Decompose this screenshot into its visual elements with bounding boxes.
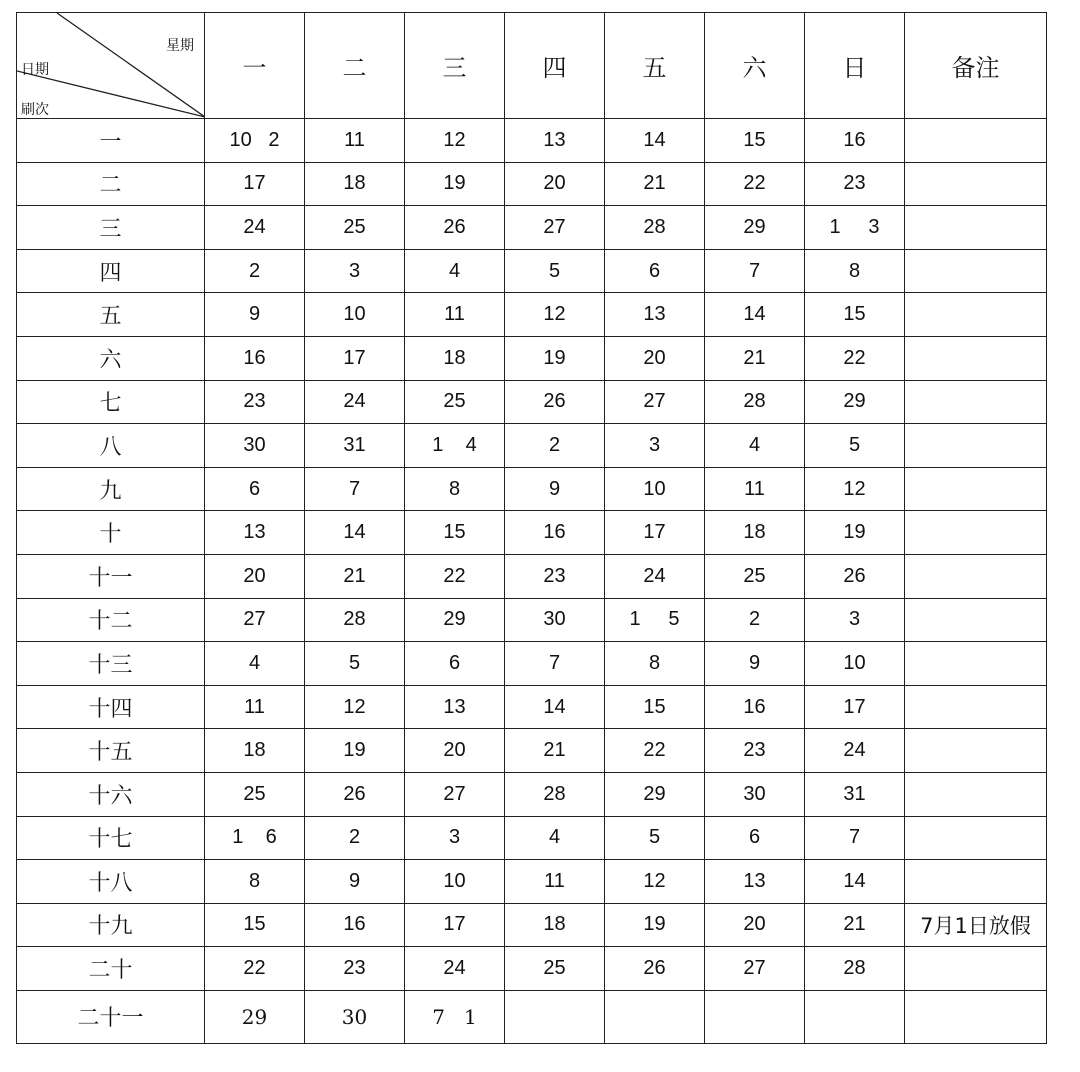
date-cell: 3 bbox=[405, 816, 505, 860]
date-cell bbox=[705, 990, 805, 1043]
note-cell: 7月1日放假 bbox=[905, 903, 1047, 947]
date-cell: 23 bbox=[305, 947, 405, 991]
note-cell bbox=[905, 685, 1047, 729]
week-number-cell: 十四 bbox=[17, 685, 205, 729]
date-cell: 19 bbox=[305, 729, 405, 773]
date-cell: 2 bbox=[705, 598, 805, 642]
date-cell: 22 bbox=[705, 162, 805, 206]
date-cell: 5 bbox=[805, 424, 905, 468]
date-cell: 3 bbox=[305, 249, 405, 293]
notes-header: 备注 bbox=[905, 13, 1047, 119]
week-number-cell: 十三 bbox=[17, 642, 205, 686]
date-cell: 8 bbox=[205, 860, 305, 904]
date-cell: 23 bbox=[805, 162, 905, 206]
date-cell: 17 bbox=[605, 511, 705, 555]
date-cell: 28 bbox=[505, 772, 605, 816]
date-cell: 14 bbox=[305, 511, 405, 555]
date-cell: 13 bbox=[205, 511, 305, 555]
week-number-cell: 九 bbox=[17, 467, 205, 511]
date-cell: 4 bbox=[205, 642, 305, 686]
table-row bbox=[17, 424, 1047, 468]
table-row bbox=[17, 511, 1047, 555]
corner-week-label: 星期 bbox=[166, 38, 194, 54]
date-cell: 26 bbox=[805, 554, 905, 598]
date-cell: 6 bbox=[405, 642, 505, 686]
date-cell: 27 bbox=[505, 206, 605, 250]
date-cell: 18 bbox=[705, 511, 805, 555]
week-number-cell: 十二 bbox=[17, 598, 205, 642]
date-cell: 2 bbox=[505, 424, 605, 468]
date-cell: 13 bbox=[605, 293, 705, 337]
date-cell: 25 bbox=[205, 772, 305, 816]
date-cell: 1 5 bbox=[605, 598, 705, 642]
date-cell: 3 bbox=[605, 424, 705, 468]
week-number-cell: 三 bbox=[17, 206, 205, 250]
note-cell bbox=[905, 424, 1047, 468]
date-cell: 4 bbox=[505, 816, 605, 860]
day-header-wed: 三 bbox=[405, 13, 505, 119]
date-cell: 19 bbox=[505, 336, 605, 380]
date-cell: 15 bbox=[405, 511, 505, 555]
date-cell: 24 bbox=[305, 380, 405, 424]
date-cell: 10 bbox=[405, 860, 505, 904]
calendar-body bbox=[17, 119, 1047, 1044]
date-cell: 20 bbox=[405, 729, 505, 773]
week-number-cell: 十五 bbox=[17, 729, 205, 773]
corner-count-label: 刷次 bbox=[21, 102, 49, 118]
date-cell: 31 bbox=[805, 772, 905, 816]
date-cell: 26 bbox=[305, 772, 405, 816]
day-header-thu: 四 bbox=[505, 13, 605, 119]
week-number-cell: 十七 bbox=[17, 816, 205, 860]
date-cell: 8 bbox=[805, 249, 905, 293]
note-cell bbox=[905, 598, 1047, 642]
date-cell: 3 bbox=[805, 598, 905, 642]
date-cell: 17 bbox=[205, 162, 305, 206]
date-cell: 15 bbox=[705, 119, 805, 163]
date-cell: 15 bbox=[605, 685, 705, 729]
date-cell: 20 bbox=[505, 162, 605, 206]
date-cell: 30 bbox=[205, 424, 305, 468]
date-cell: 19 bbox=[805, 511, 905, 555]
table-row bbox=[17, 380, 1047, 424]
date-cell: 22 bbox=[405, 554, 505, 598]
note-cell bbox=[905, 336, 1047, 380]
note-cell bbox=[905, 947, 1047, 991]
date-cell bbox=[605, 990, 705, 1043]
date-cell: 6 bbox=[605, 249, 705, 293]
week-number-cell: 八 bbox=[17, 424, 205, 468]
date-cell: 26 bbox=[505, 380, 605, 424]
week-number-cell: 十八 bbox=[17, 860, 205, 904]
date-cell: 23 bbox=[505, 554, 605, 598]
date-cell: 19 bbox=[405, 162, 505, 206]
note-cell bbox=[905, 293, 1047, 337]
date-cell: 14 bbox=[605, 119, 705, 163]
table-row bbox=[17, 990, 1047, 1043]
corner-header-cell bbox=[17, 13, 205, 119]
date-cell: 31 bbox=[305, 424, 405, 468]
date-cell: 7 bbox=[705, 249, 805, 293]
date-cell: 16 bbox=[805, 119, 905, 163]
date-cell: 16 bbox=[205, 336, 305, 380]
date-cell: 16 bbox=[505, 511, 605, 555]
note-cell bbox=[905, 772, 1047, 816]
table-row bbox=[17, 554, 1047, 598]
date-cell: 21 bbox=[705, 336, 805, 380]
date-cell: 23 bbox=[205, 380, 305, 424]
date-cell: 5 bbox=[605, 816, 705, 860]
week-number-cell: 一 bbox=[17, 119, 205, 163]
date-cell: 15 bbox=[805, 293, 905, 337]
date-cell: 24 bbox=[205, 206, 305, 250]
note-cell bbox=[905, 554, 1047, 598]
date-cell: 17 bbox=[305, 336, 405, 380]
date-cell: 6 bbox=[705, 816, 805, 860]
week-number-cell: 十九 bbox=[17, 903, 205, 947]
date-cell: 18 bbox=[305, 162, 405, 206]
date-cell: 14 bbox=[505, 685, 605, 729]
date-cell: 17 bbox=[805, 685, 905, 729]
date-cell: 5 bbox=[305, 642, 405, 686]
date-cell: 8 bbox=[605, 642, 705, 686]
date-cell: 10 2 bbox=[205, 119, 305, 163]
date-cell: 12 bbox=[405, 119, 505, 163]
date-cell: 22 bbox=[805, 336, 905, 380]
date-cell: 28 bbox=[305, 598, 405, 642]
date-cell: 25 bbox=[305, 206, 405, 250]
date-cell: 13 bbox=[705, 860, 805, 904]
date-cell: 2 bbox=[305, 816, 405, 860]
date-cell: 13 bbox=[405, 685, 505, 729]
date-cell: 16 bbox=[705, 685, 805, 729]
date-cell: 13 bbox=[505, 119, 605, 163]
date-cell: 20 bbox=[605, 336, 705, 380]
date-cell: 6 bbox=[205, 467, 305, 511]
header-row bbox=[17, 13, 1047, 119]
date-cell: 27 bbox=[705, 947, 805, 991]
date-cell: 10 bbox=[605, 467, 705, 511]
date-cell: 15 bbox=[205, 903, 305, 947]
table-row bbox=[17, 860, 1047, 904]
date-cell: 7 bbox=[305, 467, 405, 511]
date-cell: 28 bbox=[805, 947, 905, 991]
table-row bbox=[17, 249, 1047, 293]
day-header-sat: 六 bbox=[705, 13, 805, 119]
date-cell: 24 bbox=[605, 554, 705, 598]
table-row bbox=[17, 467, 1047, 511]
date-cell: 25 bbox=[505, 947, 605, 991]
day-header-mon: 一 bbox=[205, 13, 305, 119]
date-cell: 21 bbox=[305, 554, 405, 598]
date-cell: 5 bbox=[505, 249, 605, 293]
table-row bbox=[17, 816, 1047, 860]
week-number-cell: 五 bbox=[17, 293, 205, 337]
date-cell: 9 bbox=[305, 860, 405, 904]
date-cell: 30 bbox=[705, 772, 805, 816]
table-row bbox=[17, 162, 1047, 206]
note-cell bbox=[905, 860, 1047, 904]
date-cell bbox=[505, 990, 605, 1043]
note-cell bbox=[905, 119, 1047, 163]
date-cell: 11 bbox=[405, 293, 505, 337]
date-cell: 26 bbox=[605, 947, 705, 991]
date-cell: 14 bbox=[805, 860, 905, 904]
date-cell: 20 bbox=[205, 554, 305, 598]
date-cell: 12 bbox=[505, 293, 605, 337]
date-cell: 4 bbox=[405, 249, 505, 293]
week-number-cell: 四 bbox=[17, 249, 205, 293]
week-number-cell: 二 bbox=[17, 162, 205, 206]
date-cell: 28 bbox=[705, 380, 805, 424]
week-number-cell: 七 bbox=[17, 380, 205, 424]
date-cell: 24 bbox=[805, 729, 905, 773]
date-cell: 18 bbox=[505, 903, 605, 947]
table-row bbox=[17, 903, 1047, 947]
date-cell: 7 bbox=[505, 642, 605, 686]
date-cell: 21 bbox=[805, 903, 905, 947]
day-header-fri: 五 bbox=[605, 13, 705, 119]
date-cell: 30 bbox=[505, 598, 605, 642]
note-cell bbox=[905, 380, 1047, 424]
date-cell: 8 bbox=[405, 467, 505, 511]
date-cell: 9 bbox=[705, 642, 805, 686]
week-number-cell: 十 bbox=[17, 511, 205, 555]
date-cell: 29 bbox=[705, 206, 805, 250]
date-cell: 29 bbox=[405, 598, 505, 642]
date-cell: 11 bbox=[505, 860, 605, 904]
week-number-cell: 十一 bbox=[17, 554, 205, 598]
note-cell bbox=[905, 816, 1047, 860]
date-cell: 21 bbox=[605, 162, 705, 206]
date-cell: 14 bbox=[705, 293, 805, 337]
table-row bbox=[17, 293, 1047, 337]
date-cell: 9 bbox=[505, 467, 605, 511]
date-cell: 12 bbox=[605, 860, 705, 904]
date-cell: 7 bbox=[805, 816, 905, 860]
date-cell: 9 bbox=[205, 293, 305, 337]
date-cell: 11 bbox=[205, 685, 305, 729]
date-cell: 19 bbox=[605, 903, 705, 947]
date-cell: 29 bbox=[805, 380, 905, 424]
date-cell: 22 bbox=[205, 947, 305, 991]
table-row bbox=[17, 598, 1047, 642]
date-cell: 16 bbox=[305, 903, 405, 947]
note-cell bbox=[905, 642, 1047, 686]
table-row bbox=[17, 336, 1047, 380]
date-cell: 28 bbox=[605, 206, 705, 250]
note-cell bbox=[905, 729, 1047, 773]
table-row bbox=[17, 729, 1047, 773]
week-number-cell: 二十 bbox=[17, 947, 205, 991]
date-cell: 1 6 bbox=[205, 816, 305, 860]
date-cell: 21 bbox=[505, 729, 605, 773]
table-row bbox=[17, 947, 1047, 991]
day-header-tue: 二 bbox=[305, 13, 405, 119]
week-number-cell: 二十一 bbox=[17, 990, 205, 1043]
date-cell: 20 bbox=[705, 903, 805, 947]
table-row bbox=[17, 206, 1047, 250]
week-number-cell: 六 bbox=[17, 336, 205, 380]
date-cell bbox=[805, 990, 905, 1043]
date-cell: 17 bbox=[405, 903, 505, 947]
date-cell: 11 bbox=[705, 467, 805, 511]
date-cell: 1 3 bbox=[805, 206, 905, 250]
date-cell: 30 bbox=[305, 990, 405, 1043]
date-cell: 12 bbox=[305, 685, 405, 729]
week-number-cell: 十六 bbox=[17, 772, 205, 816]
date-cell: 4 bbox=[705, 424, 805, 468]
date-cell: 29 bbox=[205, 990, 305, 1043]
date-cell: 25 bbox=[705, 554, 805, 598]
date-cell: 10 bbox=[805, 642, 905, 686]
table-row bbox=[17, 642, 1047, 686]
date-cell: 7 1 bbox=[405, 990, 505, 1043]
date-cell: 26 bbox=[405, 206, 505, 250]
note-cell bbox=[905, 467, 1047, 511]
date-cell: 18 bbox=[405, 336, 505, 380]
date-cell: 2 bbox=[205, 249, 305, 293]
table-row bbox=[17, 772, 1047, 816]
date-cell: 27 bbox=[205, 598, 305, 642]
date-cell: 27 bbox=[605, 380, 705, 424]
date-cell: 18 bbox=[205, 729, 305, 773]
date-cell: 22 bbox=[605, 729, 705, 773]
date-cell: 27 bbox=[405, 772, 505, 816]
date-cell: 23 bbox=[705, 729, 805, 773]
date-cell: 25 bbox=[405, 380, 505, 424]
school-calendar-table bbox=[16, 12, 1047, 1044]
table-row bbox=[17, 685, 1047, 729]
date-cell: 12 bbox=[805, 467, 905, 511]
note-cell bbox=[905, 990, 1047, 1043]
date-cell: 10 bbox=[305, 293, 405, 337]
date-cell: 24 bbox=[405, 947, 505, 991]
date-cell: 29 bbox=[605, 772, 705, 816]
corner-date-label: 日期 bbox=[21, 62, 49, 78]
table-row bbox=[17, 119, 1047, 163]
date-cell: 1 4 bbox=[405, 424, 505, 468]
note-cell bbox=[905, 162, 1047, 206]
date-cell: 11 bbox=[305, 119, 405, 163]
note-cell bbox=[905, 249, 1047, 293]
note-cell bbox=[905, 206, 1047, 250]
note-cell bbox=[905, 511, 1047, 555]
day-header-sun: 日 bbox=[805, 13, 905, 119]
